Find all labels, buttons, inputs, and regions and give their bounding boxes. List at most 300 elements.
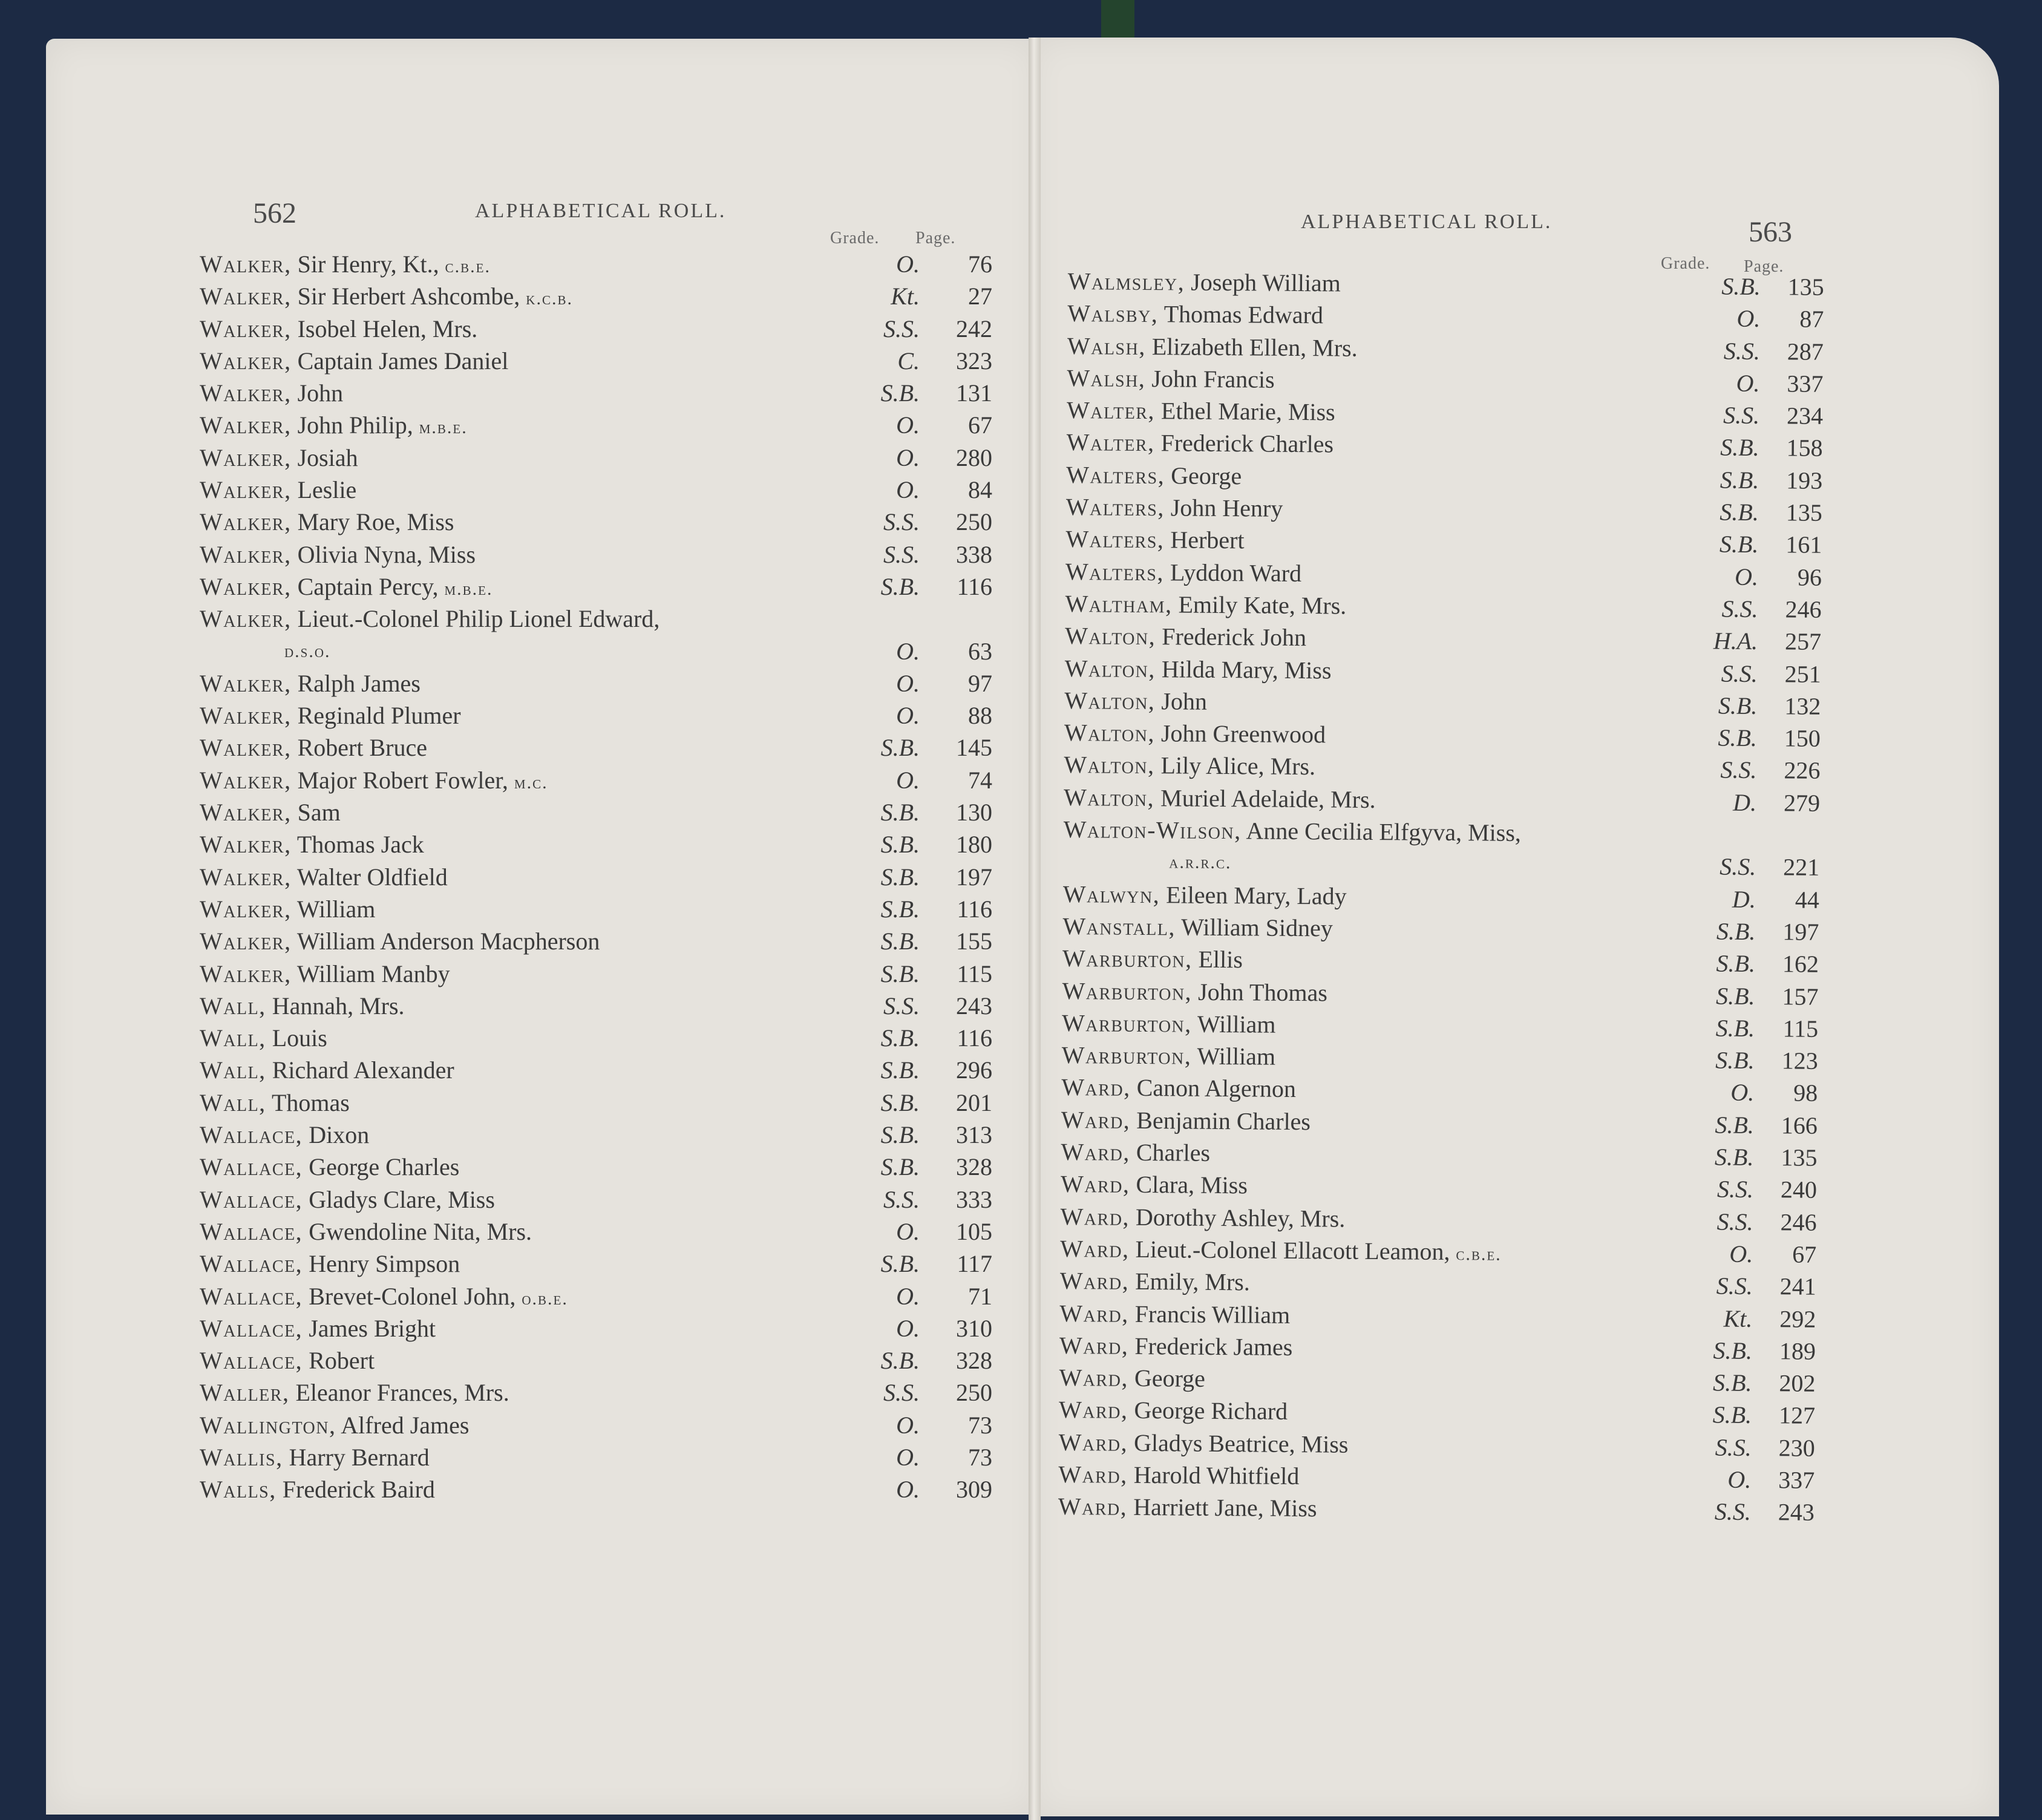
roll-entry xyxy=(1067,362,1823,400)
entry-name: Dorothy Ashley, Mrs. xyxy=(1135,1203,1346,1232)
entry-page: 197 xyxy=(956,863,992,891)
entry-page: 333 xyxy=(956,1185,992,1213)
entry-page: 67 xyxy=(968,411,992,439)
entry-grade: O. xyxy=(896,1443,920,1471)
roll-entry xyxy=(200,377,992,409)
entry-surname: Wall, xyxy=(200,1024,266,1052)
entry-name: Major Robert Fowler, xyxy=(297,766,508,794)
entry-page: 250 xyxy=(956,1379,992,1407)
entry-page: 201 xyxy=(956,1088,992,1116)
entry-surname: Wallace, xyxy=(200,1121,303,1149)
roll-entry xyxy=(1061,1168,1817,1206)
entry-surname: Warburton, xyxy=(1061,1009,1192,1038)
entry-grade: Kt. xyxy=(1723,1304,1753,1332)
book-gutter xyxy=(1029,38,1041,1820)
entry-grade: S.B. xyxy=(880,895,920,923)
left-grade-header: Grade. xyxy=(830,229,880,247)
entry-name: Hilda Mary, Miss xyxy=(1161,655,1332,684)
roll-entry xyxy=(200,699,992,732)
entry-surname: Walters, xyxy=(1066,460,1165,489)
entry-name: Louis xyxy=(272,1024,327,1052)
entry-honour: m.b.e. xyxy=(444,578,493,599)
entry-surname: Walker, xyxy=(200,799,292,827)
entry-page: 116 xyxy=(957,1024,992,1052)
entry-grade: S.S. xyxy=(1716,1208,1753,1236)
entry-name: Ralph James xyxy=(297,669,421,697)
entry-name: Josiah xyxy=(297,444,358,471)
roll-entry xyxy=(200,732,992,764)
roll-entry xyxy=(1067,297,1824,335)
entry-grade: S.B. xyxy=(1714,1143,1754,1171)
entry-surname: Wall, xyxy=(200,1056,266,1084)
right-running-head: ALPHABETICAL ROLL. xyxy=(1301,211,1553,233)
entry-grade: O. xyxy=(1736,304,1761,333)
roll-entry xyxy=(200,1280,992,1312)
roll-entry xyxy=(1065,620,1821,658)
roll-entry xyxy=(200,571,992,603)
entry-name: Sir Herbert Ashcombe, xyxy=(297,283,520,310)
entry-page: 98 xyxy=(1793,1079,1818,1107)
entry-page: 240 xyxy=(1780,1176,1818,1204)
entry-page: 337 xyxy=(1787,370,1824,398)
entry-grade: S.S. xyxy=(1716,1175,1754,1203)
entry-surname: Walton, xyxy=(1063,783,1155,811)
entry-grade: S.S. xyxy=(1723,337,1761,365)
entry-grade: O. xyxy=(1727,1465,1752,1493)
roll-entry xyxy=(1059,1393,1815,1432)
entry-page: 241 xyxy=(1779,1272,1816,1300)
entry-name: William Manby xyxy=(296,960,450,987)
entry-page: 74 xyxy=(968,766,992,794)
entry-name: Isobel Helen, Mrs. xyxy=(297,315,478,342)
entry-page: 88 xyxy=(968,702,992,730)
roll-entry xyxy=(1062,1007,1818,1045)
entry-name: John Thomas xyxy=(1197,978,1328,1006)
entry-grade: S.B. xyxy=(880,1088,920,1116)
entry-surname: Walker, xyxy=(200,895,292,923)
entry-page: 296 xyxy=(956,1056,992,1084)
roll-entry xyxy=(200,1473,992,1505)
right-roll-list xyxy=(1058,265,1824,1528)
entry-name: William xyxy=(1197,1010,1276,1038)
entry-surname: Ward, xyxy=(1060,1170,1130,1199)
entry-page: 27 xyxy=(968,283,992,310)
entry-page: 246 xyxy=(1780,1208,1817,1236)
entry-page: 180 xyxy=(956,831,992,859)
entry-page: 280 xyxy=(956,444,992,471)
roll-entry xyxy=(200,603,992,667)
entry-surname: Walker, xyxy=(200,831,292,859)
entry-honour-continued: a.r.r.c. xyxy=(1169,852,1232,873)
roll-entry xyxy=(1064,716,1821,755)
entry-name: Sam xyxy=(297,799,341,827)
entry-name: Harriett Jane, Miss xyxy=(1133,1493,1317,1522)
entry-name: Leslie xyxy=(297,476,357,504)
right-grade-header: Grade. xyxy=(1661,254,1710,273)
entry-name: Emily Kate, Mrs. xyxy=(1178,591,1347,620)
entry-grade: S.B. xyxy=(880,1153,920,1181)
entry-page: 67 xyxy=(1792,1240,1817,1268)
roll-entry xyxy=(200,313,992,345)
entry-grade: S.S. xyxy=(1715,1433,1752,1461)
roll-entry xyxy=(200,506,992,538)
roll-entry xyxy=(1061,1071,1818,1109)
entry-name: Charles xyxy=(1136,1138,1211,1167)
entry-surname: Ward, xyxy=(1059,1364,1129,1392)
roll-entry xyxy=(1060,1232,1816,1271)
roll-entry xyxy=(1062,942,1819,980)
bookmark-ribbon xyxy=(1101,0,1134,39)
roll-entry xyxy=(200,958,992,990)
entry-name: Lieut.-Colonel Philip Lionel Edward, xyxy=(297,605,660,633)
entry-grade: O. xyxy=(896,1314,920,1342)
entry-name: Joseph William xyxy=(1191,268,1341,297)
roll-entry xyxy=(1061,1104,1818,1142)
entry-name: Herbert xyxy=(1170,526,1245,554)
entry-page: 105 xyxy=(956,1217,992,1245)
entry-name: Frederick Charles xyxy=(1160,429,1334,458)
entry-honour: o.b.e. xyxy=(522,1288,568,1309)
entry-name: Benjamin Charles xyxy=(1136,1106,1311,1135)
entry-grade: S.B. xyxy=(1715,981,1755,1010)
left-running-head: ALPHABETICAL ROLL. xyxy=(475,200,727,222)
entry-grade: S.S. xyxy=(1716,1272,1753,1300)
roll-entry xyxy=(200,893,992,925)
entry-grade: S.B. xyxy=(880,1024,920,1052)
entry-page: 243 xyxy=(956,992,992,1020)
entry-grade: S.B. xyxy=(1718,724,1758,752)
entry-surname: Walker, xyxy=(200,863,292,891)
entry-name: Richard Alexander xyxy=(272,1056,454,1084)
entry-name: Emily, Mrs. xyxy=(1135,1268,1250,1296)
entry-grade: Kt. xyxy=(891,283,920,310)
entry-grade: S.S. xyxy=(883,315,920,342)
entry-grade: O. xyxy=(896,444,920,471)
entry-grade: O. xyxy=(896,1217,920,1245)
roll-entry xyxy=(200,1022,992,1054)
roll-entry xyxy=(200,861,992,893)
entry-grade: S.S. xyxy=(883,540,920,568)
entry-page: 161 xyxy=(1785,531,1822,559)
entry-grade: S.S. xyxy=(1723,401,1760,430)
entry-surname: Ward, xyxy=(1061,1138,1131,1166)
entry-grade: S.B. xyxy=(1720,466,1759,494)
entry-grade: O. xyxy=(896,476,920,504)
entry-grade: O. xyxy=(896,766,920,794)
entry-surname: Warburton, xyxy=(1062,977,1193,1006)
entry-name: Ellis xyxy=(1198,945,1243,974)
entry-grade: S.B. xyxy=(880,1250,920,1278)
roll-entry xyxy=(1065,555,1822,594)
entry-page: 73 xyxy=(968,1411,992,1439)
entry-surname: Wanstall, xyxy=(1062,912,1176,941)
entry-page: 226 xyxy=(1784,756,1821,785)
entry-page: 96 xyxy=(1797,563,1822,591)
entry-grade: S.B. xyxy=(880,1121,920,1149)
entry-page: 150 xyxy=(1784,724,1821,752)
entry-name: George Charles xyxy=(309,1153,460,1181)
entry-name: Thomas Jack xyxy=(296,831,424,859)
entry-page: 242 xyxy=(956,315,992,342)
entry-grade: S.S. xyxy=(1721,595,1758,623)
entry-name: John Greenwood xyxy=(1160,719,1326,748)
entry-honour: c.b.e. xyxy=(1456,1243,1502,1265)
entry-surname: Walker, xyxy=(200,572,292,600)
entry-page: 257 xyxy=(1784,627,1822,656)
entry-surname: Walker, xyxy=(200,669,292,697)
entry-page: 73 xyxy=(968,1443,992,1471)
entry-name: Francis William xyxy=(1134,1300,1291,1329)
entry-name: Captain Percy, xyxy=(297,572,439,600)
entry-surname: Wallace, xyxy=(200,1314,303,1342)
entry-name: Captain James Daniel xyxy=(297,347,509,375)
roll-entry xyxy=(200,1376,992,1409)
entry-grade: S.B. xyxy=(880,799,920,827)
entry-page: 337 xyxy=(1778,1466,1815,1494)
roll-entry xyxy=(200,1441,992,1473)
entry-name: Lily Alice, Mrs. xyxy=(1160,751,1316,781)
entry-surname: Wallace, xyxy=(200,1153,303,1181)
entry-grade: S.B. xyxy=(880,379,920,407)
entry-surname: Walters, xyxy=(1065,557,1165,586)
entry-name: Olivia Nyna, Miss xyxy=(297,540,476,568)
entry-surname: Ward, xyxy=(1058,1396,1128,1424)
entry-grade: S.B. xyxy=(1712,1401,1752,1429)
entry-surname: Walker, xyxy=(200,347,292,375)
entry-surname: Walmsley, xyxy=(1067,267,1185,296)
roll-entry xyxy=(200,1409,992,1441)
roll-entry xyxy=(1064,781,1820,819)
entry-name: William Sidney xyxy=(1181,913,1334,942)
entry-grade: S.B. xyxy=(1712,1369,1752,1397)
entry-grade: O. xyxy=(1734,563,1759,591)
entry-page: 230 xyxy=(1778,1433,1815,1462)
roll-entry xyxy=(200,538,992,571)
entry-grade: S.B. xyxy=(1716,917,1756,945)
roll-entry xyxy=(200,990,992,1022)
roll-entry xyxy=(200,1183,992,1216)
roll-entry xyxy=(1058,1490,1815,1528)
entry-name: Robert Bruce xyxy=(297,734,427,762)
entry-page: 202 xyxy=(1779,1369,1816,1397)
roll-entry xyxy=(200,1248,992,1280)
roll-entry xyxy=(200,925,992,957)
entry-grade: O. xyxy=(896,702,920,730)
entry-grade: S.B. xyxy=(1720,433,1759,462)
entry-surname: Walton, xyxy=(1064,654,1156,682)
entry-grade: S.B. xyxy=(880,928,920,955)
entry-page: 115 xyxy=(1782,1015,1819,1043)
entry-name: Canon Algernon xyxy=(1136,1074,1297,1103)
entry-page: 158 xyxy=(1786,434,1823,462)
roll-entry xyxy=(1059,1297,1816,1335)
entry-surname: Ward, xyxy=(1060,1202,1130,1231)
entry-page: 63 xyxy=(968,637,992,665)
roll-entry xyxy=(200,828,992,860)
entry-grade: S.S. xyxy=(1720,756,1757,784)
entry-surname: Walter, xyxy=(1066,396,1156,425)
entry-grade: S.S. xyxy=(883,1185,920,1213)
entry-name: Frederick Baird xyxy=(282,1476,435,1504)
entry-surname: Wall, xyxy=(200,1088,266,1116)
entry-name: William Anderson Macpherson xyxy=(296,928,600,955)
entry-grade: O. xyxy=(896,411,920,439)
left-page-header: Page. xyxy=(915,229,956,247)
roll-entry xyxy=(200,280,992,312)
roll-entry xyxy=(200,1119,992,1151)
entry-grade: S.B. xyxy=(880,831,920,859)
roll-entry xyxy=(200,1151,992,1183)
entry-surname: Ward, xyxy=(1059,1299,1129,1327)
entry-page: 328 xyxy=(956,1153,992,1181)
roll-entry xyxy=(1065,523,1822,561)
entry-name: Eleanor Frances, Mrs. xyxy=(295,1379,509,1407)
entry-surname: Walsh, xyxy=(1067,332,1147,360)
roll-entry xyxy=(200,1087,992,1119)
entry-surname: Wallace, xyxy=(200,1347,303,1375)
entry-honour-continued: d.s.o. xyxy=(284,641,331,661)
entry-name: Robert xyxy=(309,1347,375,1375)
entry-surname: Ward, xyxy=(1058,1493,1128,1521)
entry-page: 116 xyxy=(957,895,992,923)
entry-page: 197 xyxy=(1782,918,1819,946)
roll-entry xyxy=(200,409,992,441)
entry-grade: O. xyxy=(1729,1240,1753,1268)
entry-surname: Walters, xyxy=(1065,493,1165,522)
roll-entry xyxy=(1066,426,1822,464)
entry-grade: S.B. xyxy=(1718,692,1758,719)
entry-page: 162 xyxy=(1782,950,1819,978)
entry-page: 131 xyxy=(956,379,992,407)
entry-name: Muriel Adelaide, Mrs. xyxy=(1160,784,1376,813)
entry-surname: Wallace, xyxy=(200,1282,303,1310)
entry-name: Harold Whitfield xyxy=(1133,1461,1300,1490)
entry-surname: Wall, xyxy=(200,992,266,1020)
entry-surname: Ward, xyxy=(1058,1428,1128,1456)
entry-name: Gladys Clare, Miss xyxy=(309,1185,495,1213)
entry-page: 221 xyxy=(1783,853,1820,882)
entry-name: Gladys Beatrice, Miss xyxy=(1133,1429,1349,1458)
entry-grade: O. xyxy=(896,1411,920,1439)
roll-entry xyxy=(1060,1200,1816,1239)
entry-name: Eileen Mary, Lady xyxy=(1166,880,1347,910)
roll-entry xyxy=(1067,330,1824,368)
roll-entry xyxy=(1063,878,1819,916)
entry-page: 115 xyxy=(957,960,992,987)
entry-page: 135 xyxy=(1785,499,1822,526)
roll-entry xyxy=(200,1344,992,1376)
entry-name: Lieut.-Colonel Ellacott Leamon, xyxy=(1135,1235,1450,1265)
roll-entry xyxy=(200,1054,992,1086)
entry-grade: H.A. xyxy=(1713,627,1758,655)
entry-surname: Walter, xyxy=(1066,428,1155,457)
entry-grade: S.B. xyxy=(880,734,920,762)
entry-grade: O. xyxy=(896,669,920,697)
entry-surname: Wallis, xyxy=(200,1443,283,1471)
entry-grade: O. xyxy=(1736,369,1760,397)
entry-page: 97 xyxy=(968,669,992,697)
roll-entry xyxy=(1062,910,1819,948)
entry-name: Thomas Edward xyxy=(1163,300,1324,329)
entry-name: Clara, Miss xyxy=(1136,1171,1248,1199)
roll-entry xyxy=(1060,1265,1816,1303)
entry-name: Frederick James xyxy=(1134,1332,1293,1361)
entry-name: William xyxy=(296,895,376,923)
entry-grade: S.S. xyxy=(1721,660,1758,687)
entry-page: 279 xyxy=(1783,789,1821,817)
left-page-number: 562 xyxy=(253,197,296,229)
roll-entry xyxy=(1059,1329,1816,1367)
entry-name: John xyxy=(297,379,344,407)
entry-surname: Walker, xyxy=(200,928,292,955)
roll-entry xyxy=(1061,1136,1817,1174)
entry-grade: D. xyxy=(1732,788,1757,816)
entry-page: 157 xyxy=(1782,982,1819,1010)
roll-entry xyxy=(1064,684,1821,722)
entry-name: Lyddon Ward xyxy=(1170,558,1302,587)
entry-surname: Waltham, xyxy=(1065,589,1173,618)
entry-page: 193 xyxy=(1786,466,1823,494)
entry-grade: S.S. xyxy=(883,508,920,536)
entry-name: Henry Simpson xyxy=(309,1250,460,1278)
entry-grade: S.B. xyxy=(880,1056,920,1084)
entry-page: 189 xyxy=(1779,1337,1816,1365)
entry-name: Hannah, Mrs. xyxy=(272,992,405,1020)
entry-page: 155 xyxy=(956,928,992,955)
entry-grade: O. xyxy=(896,1476,920,1504)
entry-name: John Philip, xyxy=(297,411,413,439)
entry-surname: Walwyn, xyxy=(1062,880,1160,908)
roll-entry xyxy=(1059,1361,1815,1399)
roll-entry xyxy=(200,345,992,377)
roll-entry xyxy=(200,1312,992,1344)
right-page-number: 563 xyxy=(1749,216,1792,248)
entry-surname: Wallace, xyxy=(200,1185,303,1213)
roll-entry xyxy=(200,667,992,699)
entry-name: Thomas xyxy=(271,1088,350,1116)
entry-name: Ethel Marie, Miss xyxy=(1160,397,1335,426)
entry-name: Alfred James xyxy=(341,1411,470,1439)
entry-page: 84 xyxy=(968,476,992,504)
entry-surname: Ward, xyxy=(1060,1234,1130,1263)
entry-page: 313 xyxy=(956,1121,992,1149)
entry-grade: D. xyxy=(1732,885,1756,913)
entry-grade: S.S. xyxy=(1714,1498,1752,1526)
entry-name: Gwendoline Nita, Mrs. xyxy=(309,1217,532,1245)
entry-page: 323 xyxy=(956,347,992,375)
entry-page: 130 xyxy=(956,799,992,827)
entry-page: 132 xyxy=(1784,692,1821,720)
entry-surname: Walker, xyxy=(200,476,292,504)
entry-name: Sir Henry, Kt., xyxy=(297,250,439,278)
entry-grade: S.S. xyxy=(1720,853,1756,881)
entry-surname: Ward, xyxy=(1059,1267,1130,1295)
entry-grade: S.B. xyxy=(1720,498,1759,526)
entry-grade: S.S. xyxy=(883,992,920,1020)
entry-surname: Walton, xyxy=(1064,686,1156,715)
entry-surname: Wallace, xyxy=(200,1217,303,1245)
roll-entry xyxy=(200,796,992,828)
roll-entry xyxy=(200,1216,992,1248)
entry-grade: S.B. xyxy=(880,960,920,987)
entry-surname: Wallington, xyxy=(200,1411,336,1439)
entry-surname: Ward, xyxy=(1058,1460,1128,1488)
entry-surname: Walker, xyxy=(200,508,292,536)
entry-surname: Walsh, xyxy=(1067,364,1146,392)
entry-page: 127 xyxy=(1778,1401,1816,1430)
entry-name: Harry Bernard xyxy=(289,1443,430,1471)
entry-surname: Walsby, xyxy=(1067,300,1159,328)
